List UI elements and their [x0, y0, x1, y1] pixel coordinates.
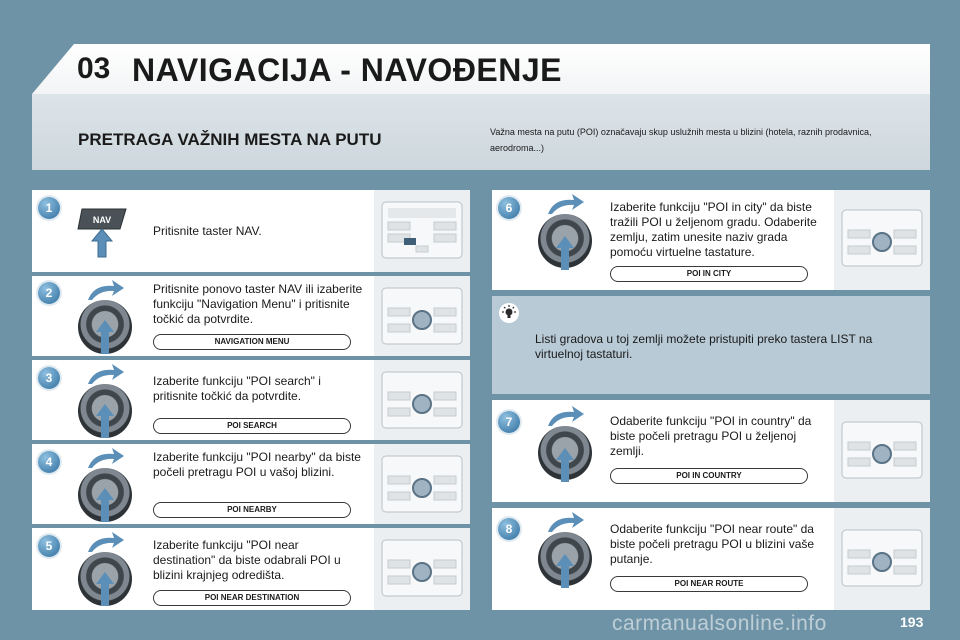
control-panel-icon	[380, 538, 464, 598]
control-panel-icon	[380, 454, 464, 514]
menu-label-poi-in-city: POI IN CITY	[610, 266, 808, 282]
menu-label-poi-nearby: POI NEARBY	[153, 502, 351, 518]
step-2-badge: 2	[38, 282, 60, 304]
step-4-text: Izaberite funkciju "POI nearby" da biste počeli pretragu POI u vašoj blizini.	[153, 450, 361, 479]
step-8-thumbnail	[834, 508, 930, 610]
step-3-thumbnail	[374, 360, 470, 440]
step-4-thumbnail	[374, 444, 470, 524]
control-panel-icon	[840, 420, 924, 480]
menu-label-poi-in-country: POI IN COUNTRY	[610, 468, 808, 484]
rotate-arrow-icon	[86, 278, 126, 302]
page-title: NAVIGACIJA - NAVOĐENJE	[132, 52, 563, 88]
rotate-arrow-icon	[86, 530, 126, 554]
watermark: carmanualsonline.info	[612, 612, 827, 635]
step-3-badge: 3	[38, 367, 60, 389]
press-arrow-icon	[96, 404, 114, 438]
step-2-thumbnail	[374, 276, 470, 356]
rotate-arrow-icon	[546, 192, 586, 216]
nav-key-icon	[76, 207, 130, 259]
step-7-text: Odaberite funkciju "POI in country" da biste počeli pretragu POI u željenoj zemlji.	[610, 414, 812, 458]
section-title: PRETRAGA VAŽNIH MESTA NA PUTU	[78, 130, 382, 149]
control-panel-icon	[380, 200, 464, 260]
nav-key-label: NAV	[92, 215, 112, 225]
step-5-text: Izaberite funkciju "POI near destination" da biste odabrali POI u blizini krajnjeg odredišta.	[153, 538, 341, 582]
step-1-text: Pritisnite taster NAV.	[153, 224, 262, 238]
press-arrow-icon	[556, 448, 574, 482]
menu-label-poi-near-destination: POI NEAR DESTINATION	[153, 590, 351, 606]
press-arrow-icon	[556, 236, 574, 270]
lightbulb-icon	[498, 302, 520, 324]
step-5-badge: 5	[38, 535, 60, 557]
press-arrow-icon	[96, 320, 114, 354]
step-2-text: Pritisnite ponovo taster NAV ili izaberite funkciju "Navigation Menu" i pritisnite točkić da potvrdite.	[153, 282, 363, 326]
step-6-thumbnail	[834, 190, 930, 290]
step-8-text: Odaberite funkciju "POI near route" da biste počeli pretragu POI u blizini vaše putanje.	[610, 522, 815, 566]
step-1-badge: 1	[38, 197, 60, 219]
control-panel-icon	[380, 286, 464, 346]
chapter-number: 03	[77, 52, 111, 85]
rotate-arrow-icon	[546, 404, 586, 428]
press-arrow-icon	[556, 554, 574, 588]
step-7-thumbnail	[834, 400, 930, 502]
step-6-text: Izaberite funkciju "POI in city" da biste tražili POI u željenom gradu. Odaberite zemlju, zatim unesite naziv grada pomoću virtuelne tastature.	[610, 200, 817, 259]
step-5-thumbnail	[374, 528, 470, 610]
rotate-arrow-icon	[86, 362, 126, 386]
control-panel-icon	[840, 528, 924, 588]
rotate-arrow-icon	[86, 446, 126, 470]
step-7-badge: 7	[498, 411, 520, 433]
step-3-text: Izaberite funkciju "POI search" i pritisnite točkić da potvrdite.	[153, 374, 321, 403]
control-panel-icon	[380, 370, 464, 430]
step-8-badge: 8	[498, 518, 520, 540]
step-6-badge: 6	[498, 197, 520, 219]
menu-label-poi-search: POI SEARCH	[153, 418, 351, 434]
press-arrow-icon	[96, 572, 114, 606]
rotate-arrow-icon	[546, 510, 586, 534]
step-1-thumbnail	[374, 190, 470, 272]
page-number: 193	[900, 614, 924, 630]
menu-label-navigation-menu: NAVIGATION MENU	[153, 334, 351, 350]
menu-label-poi-near-route: POI NEAR ROUTE	[610, 576, 808, 592]
control-panel-icon	[840, 208, 924, 268]
step-4-badge: 4	[38, 451, 60, 473]
press-arrow-icon	[96, 488, 114, 522]
intro-text: Važna mesta na putu (POI) označavaju skup uslužnih mesta u blizini (hotela, raznih prodavnica, aerodroma...)	[490, 127, 872, 153]
tip-text: Listi gradova u toj zemlji možete pristupiti preko tastera LIST na virtuelnoj tastaturi.	[535, 332, 873, 361]
